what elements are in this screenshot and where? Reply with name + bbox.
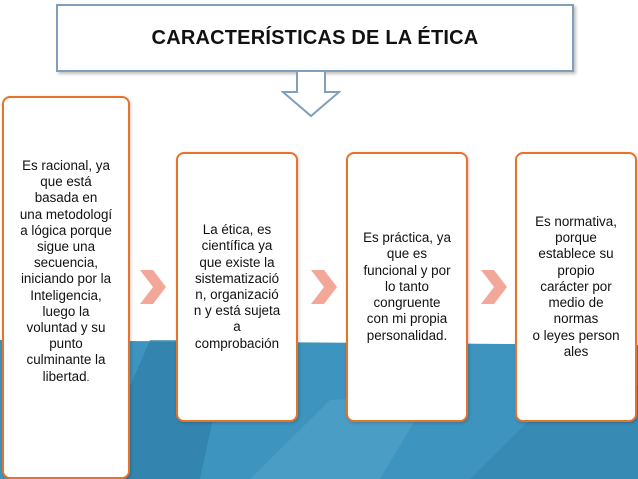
characteristic-card-practical <box>346 152 468 422</box>
chevron-right-icon <box>481 270 507 304</box>
card-text: Es práctica, ya que es funcional y por lo tanto congruente con mi propia personalidad. <box>363 230 451 343</box>
characteristic-card-scientific <box>176 152 298 422</box>
card-text: La ética, es científica ya que existe la sistematizació n, organizació n y está sujeta a comprobación <box>193 222 281 351</box>
chevron-right-icon <box>311 270 337 304</box>
down-arrow-icon <box>281 70 341 118</box>
card-text: Es racional, ya que está basada en una metodologí a lógica porque sigue una secuencia, iniciando por la Inteligencia, luego la voluntad y su punto culminante la libertad. <box>19 158 113 384</box>
card-text: Es normativa, porque establece su propio carácter por medio de normas o leyes person ales <box>532 214 620 359</box>
title-box <box>56 4 574 72</box>
characteristic-card-rational <box>2 96 130 479</box>
page-title: CARACTERÍSTICAS DE LA ÉTICA <box>151 26 479 49</box>
chevron-right-icon <box>140 270 166 304</box>
characteristic-card-normative <box>515 152 637 422</box>
